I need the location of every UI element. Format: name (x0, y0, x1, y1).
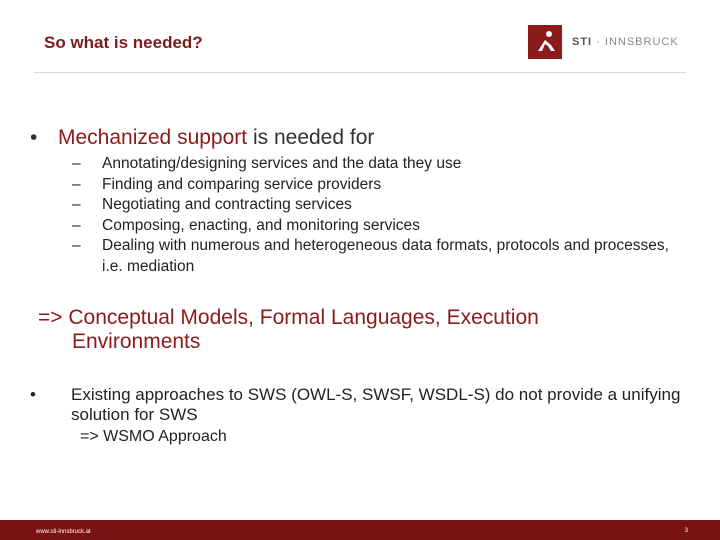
list-item-text: Finding and comparing service providers (102, 175, 382, 193)
list-item-text: Dealing with numerous and heterogeneous data formats, protocols and processes, i.e. mediation (102, 237, 669, 275)
bullet-existing-approaches (30, 385, 690, 425)
conclusion-statement (38, 306, 678, 354)
dash-marker: – (72, 175, 81, 193)
list-item (72, 154, 692, 175)
dash-marker: – (72, 216, 81, 234)
page-number: 3 (684, 528, 688, 534)
bullet-mechanized-support (30, 126, 374, 150)
list-item (72, 195, 692, 216)
slide-title: So what is needed? (44, 33, 203, 52)
sti-logo-text (572, 36, 679, 48)
logo-sti-label: STI (572, 36, 593, 48)
sti-logo (528, 24, 679, 60)
footer-url: www.sti-innsbruck.at (36, 529, 91, 535)
dash-marker: – (72, 237, 81, 254)
conclusion-line-2: Environments (72, 330, 201, 353)
wsmo-approach-note: => WSMO Approach (80, 428, 227, 445)
bullet-dot: • (30, 126, 38, 149)
conclusion-line-1: => Conceptual Models, Formal Languages, Execution (38, 306, 539, 329)
bullet-accent-text: Mechanized support (58, 126, 248, 149)
list-item-text: Negotiating and contracting services (102, 196, 352, 213)
bullet-dot: • (30, 385, 36, 404)
sub-bullet-list (72, 154, 692, 277)
footer-bar (0, 520, 720, 540)
bullet-text: Existing approaches to SWS (OWL-S, SWSF, WSDL-S) do not provide a unifying solution for SWS (71, 385, 681, 424)
sti-logo-mark (528, 25, 562, 59)
list-item-text: Composing, enacting, and monitoring services (102, 216, 420, 234)
list-item-text: Annotating/designing services and the data they use (102, 155, 462, 172)
list-item (72, 236, 692, 277)
logo-innsbruck-label: · INNSBRUCK (592, 36, 679, 48)
list-item (72, 216, 692, 237)
bullet-text: is needed for (247, 126, 375, 149)
dash-marker: – (72, 196, 81, 213)
list-item (72, 175, 692, 196)
dash-marker: – (72, 155, 81, 172)
title-divider (34, 72, 686, 73)
